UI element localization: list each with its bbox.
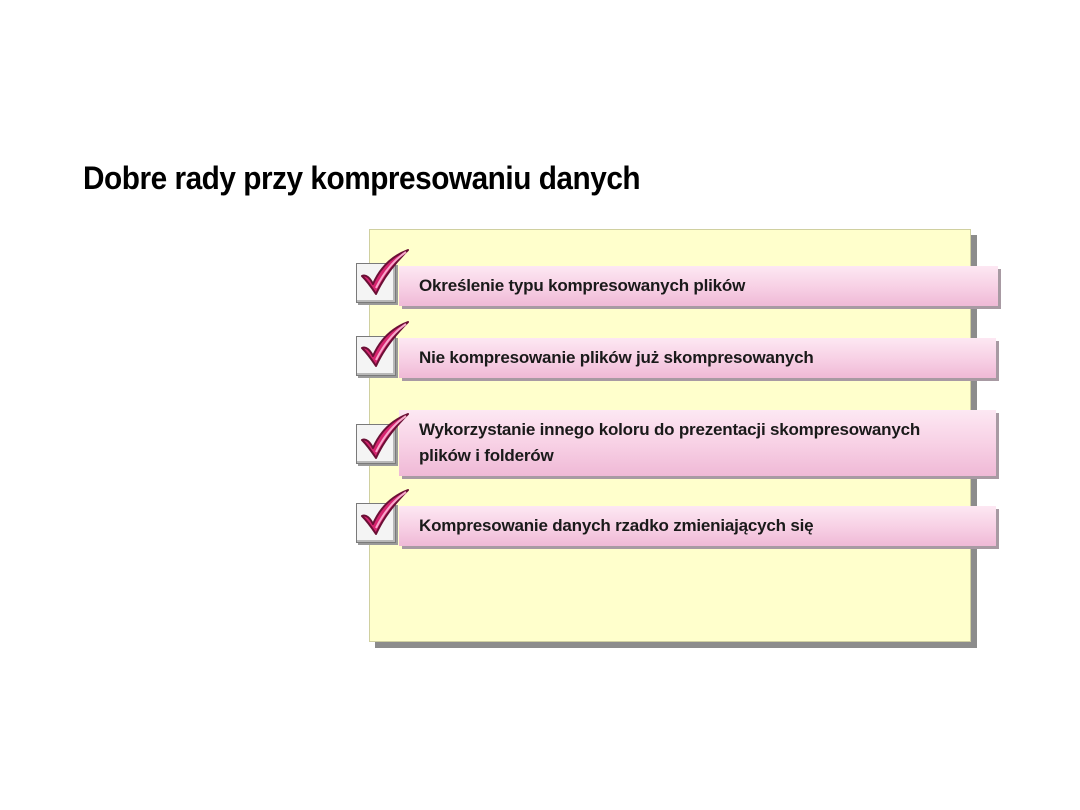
checklist-item — [356, 338, 996, 378]
checkmark-icon — [356, 248, 412, 298]
checklist-item — [356, 410, 996, 476]
checklist-item-label: Nie kompresowanie plików już skompresowanych — [419, 348, 814, 367]
checklist-item — [356, 506, 996, 546]
checklist-item-label: Wykorzystanie innego koloru do prezentacji skompresowanych plików i folderów — [419, 420, 921, 465]
checkmark-icon — [356, 488, 412, 538]
checkmark-icon — [356, 320, 412, 370]
slide-title: Dobre rady przy kompresowaniu danych — [83, 160, 641, 196]
checklist-item-label: Określenie typu kompresowanych plików — [419, 276, 746, 295]
checklist-item — [356, 266, 998, 306]
checklist-item-label: Kompresowanie danych rzadko zmieniających się — [419, 516, 814, 535]
checkmark-icon — [356, 412, 412, 462]
